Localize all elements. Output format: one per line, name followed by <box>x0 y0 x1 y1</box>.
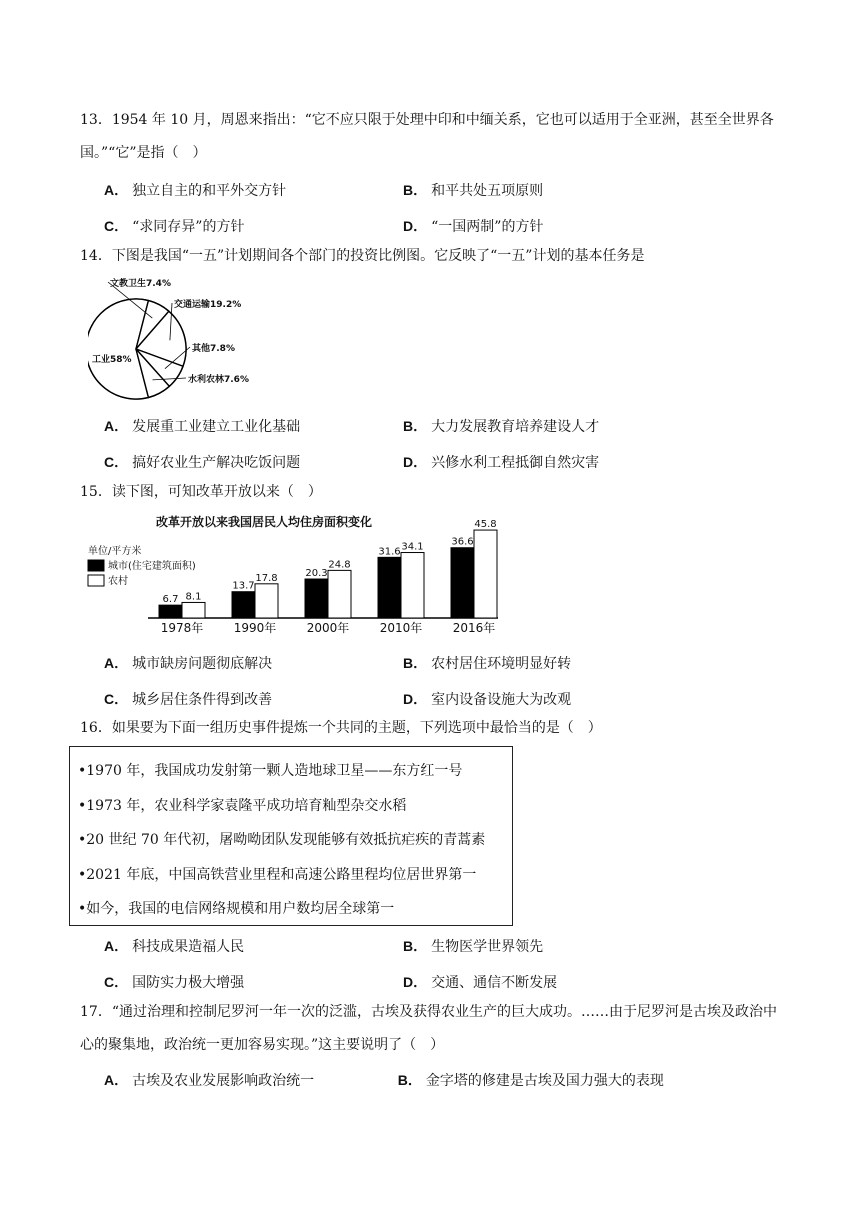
bar <box>305 579 328 618</box>
question-16-option-b[interactable]: B． 生物医学世界领先 <box>403 938 544 955</box>
bar-value-label: 8.1 <box>185 591 202 603</box>
x-tick-label: 1990年 <box>233 621 277 635</box>
question-15-options-row-1 <box>80 645 790 681</box>
bar <box>474 530 497 618</box>
question-16-options-row-1 <box>80 928 790 964</box>
question-13-option-c[interactable]: C． “求同存异”的方针 <box>104 218 245 235</box>
question-16-option-c[interactable]: C． 国防实力极大增强 <box>104 974 245 991</box>
question-15-stem-block <box>80 476 790 509</box>
question-15-option-d[interactable]: D． 室内设备设施大为改观 <box>403 691 572 708</box>
question-15-options <box>80 645 790 717</box>
events-box <box>69 746 513 926</box>
question-14-options-row-2 <box>80 444 790 480</box>
pie-slice-label: 水利农林7.6% <box>188 375 249 385</box>
event-item: •20 世纪 70 年代初，屠呦呦团队发现能够有效抵抗疟疾的青蒿素 <box>78 832 486 848</box>
question-14-option-b[interactable]: B． 大力发展教育培养建设人才 <box>403 418 600 435</box>
bar <box>255 584 278 618</box>
question-15-option-c[interactable]: C． 城乡居住条件得到改善 <box>104 691 273 708</box>
question-17-option-a[interactable]: A． 古埃及农业发展影响政治统一 <box>104 1072 315 1089</box>
pie-slice-label: 交通运输19.2% <box>174 300 242 310</box>
question-13-options-row-1 <box>80 172 790 208</box>
housing-bar-chart <box>86 512 506 638</box>
bar-value-label: 36.6 <box>451 536 474 548</box>
question-16-stem: 16．如果要为下面一组历史事件提炼一个共同的主题，下列选项中最恰当的是（ ） <box>80 720 602 736</box>
pie-slice-label: 工业58% <box>92 355 132 365</box>
x-tick-label: 2016年 <box>452 621 496 635</box>
bar-value-label: 17.8 <box>255 572 278 584</box>
bar-chart-unit-label: 单位/平方米 <box>88 546 142 557</box>
question-14-stem: 14．下图是我国“一五”计划期间各个部门的投资比例图。它反映了“一五”计划的基本任务是 <box>80 248 645 264</box>
legend-swatch-urban <box>88 560 104 571</box>
legend-label-urban: 城市(住宅建筑面积) <box>108 561 196 572</box>
bar-value-label: 31.6 <box>378 546 401 558</box>
question-17 <box>80 996 790 1098</box>
bar <box>232 592 255 618</box>
event-item: •1973 年，农业科学家袁隆平成功培育籼型杂交水稻 <box>78 797 407 814</box>
bar-chart-title: 改革开放以来我国居民人均住房面积变化 <box>156 515 373 529</box>
question-14-option-a[interactable]: A． 发展重工业建立工业化基础 <box>104 418 301 435</box>
question-14-option-c[interactable]: C． 搞好农业生产解决吃饭问题 <box>104 454 301 471</box>
question-17-option-b[interactable]: B． 金字塔的修建是古埃及国力强大的表现 <box>397 1072 664 1089</box>
bar-value-label: 34.1 <box>401 541 424 553</box>
x-tick-label: 2000年 <box>306 621 350 635</box>
bar-value-label: 20.3 <box>305 568 328 580</box>
event-item: •2021 年底，中国高铁营业里程和高速公路里程均位居世界第一 <box>78 866 477 883</box>
question-13-option-a[interactable]: A． 独立自主的和平外交方针 <box>104 182 287 199</box>
bar <box>378 557 401 618</box>
question-17-stem: 17．“通过治理和控制尼罗河一年一次的泛滥，古埃及获得农业生产的巨大成功。……由于尼罗河是古埃及政治中心的聚集地，政治统一更加容易实现。”这主要说明了（ ） <box>80 1004 777 1053</box>
question-13-stem: 13．1954 年 10 月，周恩来指出：“它不应只限于处理中印和中缅关系，它也可以适用于全亚洲，甚至全世界各国。”“它”是指（ ） <box>80 112 774 161</box>
question-14-options-row-1 <box>80 408 790 444</box>
bar-value-label: 45.8 <box>474 519 497 531</box>
pie-slice-label: 文教卫生7.4% <box>110 279 171 289</box>
pie-slice-label: 其他7.8% <box>192 344 235 354</box>
x-tick-label: 1978年 <box>160 621 204 635</box>
bar <box>451 548 474 618</box>
question-13-option-d[interactable]: D． “一国两制”的方针 <box>403 218 544 235</box>
question-16-options-row-2 <box>80 964 790 1000</box>
question-14-stem-block <box>80 240 790 273</box>
question-13-option-b[interactable]: B． 和平共处五项原则 <box>403 182 544 199</box>
legend-swatch-rural <box>88 575 104 586</box>
bar-value-label: 24.8 <box>328 559 351 571</box>
question-14-option-d[interactable]: D． 兴修水利工程抵御自然灾害 <box>403 454 600 471</box>
question-16-stem-block <box>80 712 790 745</box>
question-16-option-d[interactable]: D． 交通、通信不断发展 <box>403 974 558 991</box>
bar <box>328 570 351 618</box>
bar <box>401 553 424 618</box>
bar <box>182 602 205 618</box>
legend-label-rural: 农村 <box>108 576 128 587</box>
investment-pie-chart <box>88 272 278 402</box>
question-15-option-b[interactable]: B． 农村居住环境明显好转 <box>403 655 572 672</box>
question-13 <box>80 104 790 244</box>
question-16-option-a[interactable]: A． 科技成果造福人民 <box>104 938 245 955</box>
question-17-options-row-1 <box>80 1062 790 1098</box>
bar-value-label: 6.7 <box>162 594 179 606</box>
question-15-stem: 15．读下图，可知改革开放以来（ ） <box>80 484 322 500</box>
question-13-options-row-2 <box>80 208 790 244</box>
event-item: •1970 年，我国成功发射第一颗人造地球卫星——东方红一号 <box>78 763 463 779</box>
question-15-option-a[interactable]: A． 城市缺房问题彻底解决 <box>104 655 273 672</box>
x-tick-label: 2010年 <box>379 621 423 635</box>
bar-value-label: 13.7 <box>232 580 255 592</box>
question-14-options <box>80 408 790 480</box>
question-16-options <box>80 928 790 1000</box>
bar <box>159 605 182 618</box>
event-item: •如今，我国的电信网络规模和用户数均居全球第一 <box>78 901 395 917</box>
